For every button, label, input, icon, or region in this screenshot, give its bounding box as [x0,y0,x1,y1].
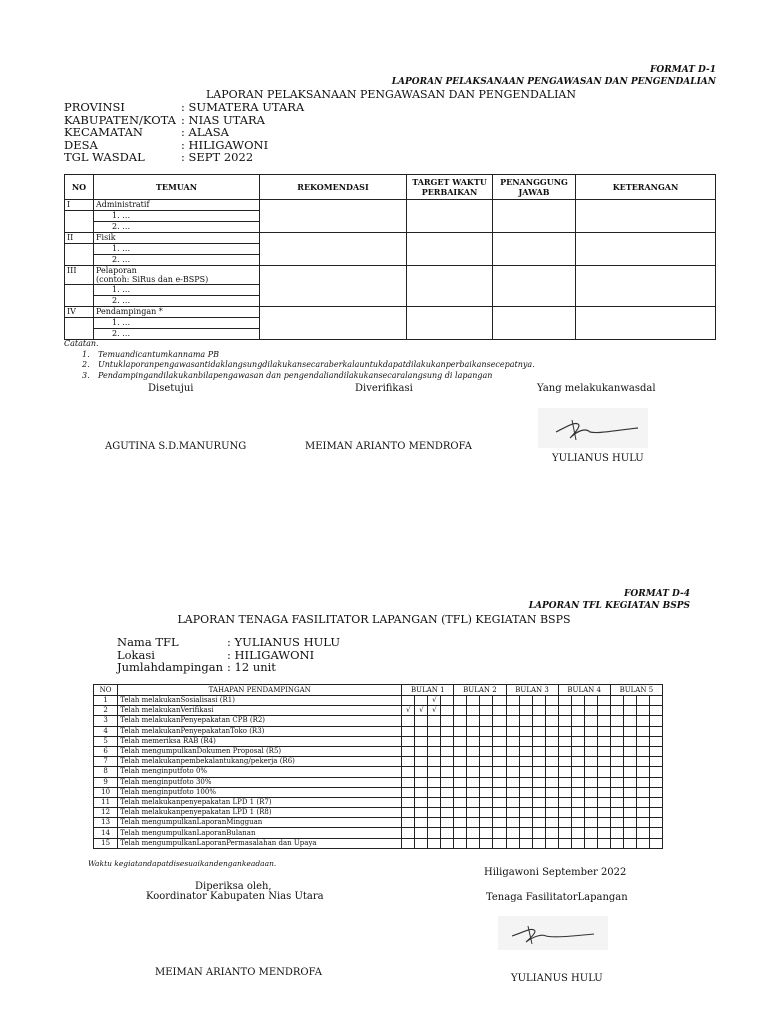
table-row: IV Pendampingan * [65,307,716,318]
d4-info-row: Jumlahdampingan : 12 unit [117,660,276,674]
format-d1-label: FORMAT D-1 [650,65,716,75]
table-row: 13 Telah mengumpulkanLaporanMingguan [94,818,663,828]
table-row: 4 Telah melakukanPenyepakatanToko (R3) [94,726,663,736]
col-header-month: BULAN 1 [402,685,454,696]
format-d4-label: FORMAT D-4 [624,589,690,599]
col-header-month: BULAN 2 [454,685,506,696]
table-row: 1. … [65,285,716,296]
d4-info-block [117,636,340,674]
d1-info-row: DESA : HILIGAWONI [64,137,269,152]
table-row: III Pelaporan (contoh: SiRus dan e-BSPS) [65,266,716,285]
col-header-penanggung: PENANGGUNG JAWAB [493,175,576,200]
table-row: 2. … [65,255,716,266]
d1-info-row: KABUPATEN/KOTA : NIAS UTARA [64,112,265,127]
d1-notes: Catatan. 1. Temuandicantumkannama PB 2. Untuklaporanpengawasantidaklangsungdilakukansecaraberkalauntukdapatdilakukanperbaikansecepatnya. 3. Pendampingandilakukanbilapengawasan dan pengendaliandilakukansecaralangsung di lapangan [64,339,535,380]
table-row: I Administratif [65,200,716,211]
table-row: 14 Telah mengumpulkanLaporanBulanan [94,828,663,838]
signature-icon [538,408,648,448]
d1-info-block [64,101,304,164]
d1-sig-approved-name: AGUTINA S.D.MANURUNG [105,441,247,452]
col-header-month: BULAN 4 [558,685,610,696]
col-header-rekomendasi: REKOMENDASI [260,175,407,200]
d1-findings-table [64,174,716,340]
check-mark-icon: √ [428,696,441,706]
col-header-target: TARGET WAKTU PERBAIKAN [407,175,493,200]
col-header-keterangan: KETERANGAN [576,175,716,200]
table-row: 2 Telah melakukanVerifikasi √ √ √ [94,706,663,716]
d4-coordinator-name: MEIMAN ARIANTO MENDROFA [155,967,322,978]
table-row: 3 Telah melakukanPenyepakatan CPB (R2) [94,716,663,726]
format-d4-title: LAPORAN TFL KEGIATAN BSPS [528,601,690,611]
check-mark-icon: √ [415,706,428,716]
table-row: 1 Telah melakukanSosialisasi (R1) √ [94,696,663,706]
format-d1-title: LAPORAN PELAKSANAAN PENGAWASAN DAN PENGENDALIAN [391,77,716,87]
check-mark-icon: √ [402,706,415,716]
d4-checked-by: Diperiksa oleh, [195,881,272,892]
d1-info-row: KECAMATAN : ALASA [64,125,229,139]
table-row: 6 Telah mengumpulkanDokumen Proposal (R5) [94,746,663,756]
table-row: 7 Telah melakukanpembekalantukang/pekerja (R6) [94,757,663,767]
check-mark-icon: √ [428,706,441,716]
table-row: 8 Telah menginputfoto 0% [94,767,663,777]
col-header-no: NO [94,685,118,696]
d1-info-row: PROVINSI : SUMATERA UTARA [64,100,305,114]
d4-coordinator: Koordinator Kabupaten Nias Utara [146,891,324,902]
table-row: 1. … [65,318,716,329]
table-row: 11 Telah melakukanpenyepakatan LPD 1 (R7) [94,797,663,807]
d1-sig-verified-name: MEIMAN ARIANTO MENDROFA [305,441,472,452]
table-row: 2. … [65,296,716,307]
table-row: 5 Telah memeriksa RAB (R4) [94,736,663,746]
table-row: II Fisik [65,233,716,244]
table-row: 10 Telah menginputfoto 100% [94,787,663,797]
col-header-no: NO [65,175,94,200]
table-row: 15 Telah mengumpulkanLaporanPermasalahan dan Upaya [94,838,663,848]
d1-sig-approved-label: Disetujui [148,383,194,394]
d4-place-date: Hiligawoni September 2022 [484,867,627,878]
table-row: 9 Telah menginputfoto 30% [94,777,663,787]
signature-icon [498,913,608,953]
col-header-temuan: TEMUAN [94,175,260,200]
d1-sig-supervisor-name: YULIANUS HULU [552,453,644,464]
d4-tfl-name: YULIANUS HULU [511,973,603,984]
d4-progress-table [93,684,663,849]
d1-sig-supervisor-label: Yang melakukanwasdal [537,383,656,394]
col-header-month: BULAN 3 [506,685,558,696]
d4-info-row: Nama TFL : YULIANUS HULU [117,635,341,649]
table-row: 1. … [65,211,716,222]
col-header-tahapan: TAHAPAN PENDAMPINGAN [118,685,402,696]
d1-info-row: TGL WASDAL : SEPT 2022 [64,150,254,164]
table-row: 2. … [65,222,716,233]
col-header-month: BULAN 5 [610,685,662,696]
table-row: 12 Telah melakukanpenyepakatan LPD 1 (R8) [94,808,663,818]
table-row: 2. … [65,329,716,340]
d1-sig-verified-label: Diverifikasi [355,383,413,394]
table-row: 1. … [65,244,716,255]
d4-info-row: Lokasi : HILIGAWONI [117,647,315,662]
d4-page-title: LAPORAN TENAGA FASILITATOR LAPANGAN (TFL) KEGIATAN BSPS [177,613,571,626]
d4-tfl-label: Tenaga FasilitatorLapangan [486,892,628,903]
d4-note: Waktu kegiatandapatdisesuaikandengankeadaan. [88,859,277,868]
d1-page-title: LAPORAN PELAKSANAAN PENGAWASAN DAN PENGENDALIAN [205,88,577,101]
